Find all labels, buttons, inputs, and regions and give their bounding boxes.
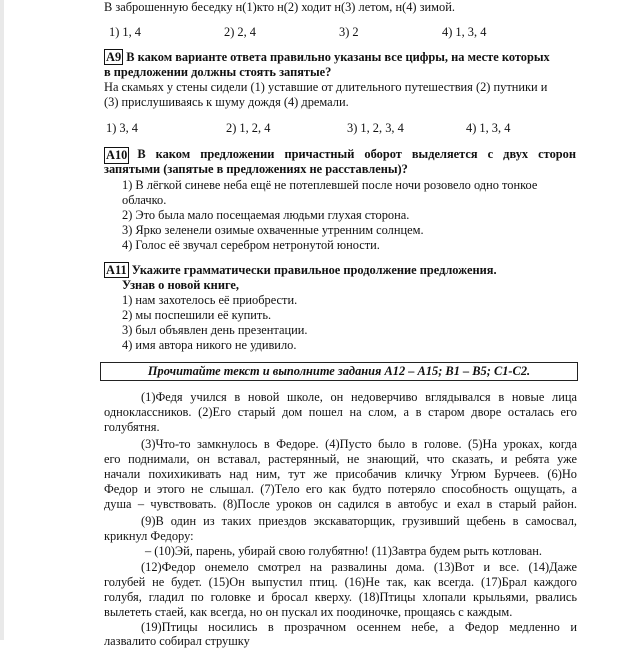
text-line-11: – (10)Эй, парень, убирай свою голубятню! (11)Завтра будем рыть котлован.: [145, 544, 542, 558]
text-line-2: одноклассников. (2)Его старый дом пошел на слом, а в старом дворе осталась его: [104, 405, 577, 419]
a10-option-1b: облачко.: [122, 193, 167, 207]
a9-question-line1: А9 В каком варианте ответа правильно указаны все цифры, на месте которых: [106, 50, 550, 64]
a11-question-line1: А11 Укажите грамматически правильное продолжение предложения.: [106, 263, 497, 277]
a10-question-line1: А10 В каком предложении причастный оборот выделяется с двух сторон: [106, 147, 576, 162]
text-line-7: Федор и этого не слышал. (7)Тело его как будто потеряло способность ощущать, а: [104, 482, 577, 496]
text-line-14: голубя, гладил по головке и бросал кверху. (18)Птицы хлопали крыльями, рвались: [104, 590, 577, 604]
text-line-12: (12)Федор онемело смотрел на развалины дома. (13)Вот и все. (14)Даже: [141, 560, 577, 574]
a10-option-3: 3) Ярко зеленели озимые охваченные утренним солнцем.: [122, 223, 424, 237]
text-line-6: начали похихикивать над ним, тут же присобачив кличку Угрюм Бурчеев. (6)Но: [104, 467, 577, 481]
text-line-3: голубятня.: [104, 420, 160, 434]
a9-option-2: 2) 1, 2, 4: [226, 121, 271, 135]
a11-option-3: 3) был объявлен день презентации.: [122, 323, 308, 337]
a9-number: А9: [106, 50, 122, 64]
a9-option-3: 3) 1, 2, 3, 4: [347, 121, 404, 135]
a10-option-4: 4) Голос её звучал серебром нетронутой юности.: [122, 238, 380, 252]
a11-number: А11: [106, 263, 127, 277]
text-line-16: (19)Птицы носились в прозрачном осеннем небе, а Федор медленно и: [141, 620, 577, 634]
text-line-13: голубей не будет. (15)Он выпустил птиц. (16)Не так, как всегда. (17)Брал каждого: [104, 575, 577, 589]
page-edge-shadow: [0, 0, 4, 640]
a11-option-1: 1) нам захотелось её приобрести.: [122, 293, 298, 307]
a10-question-line2: запятыми (запятые в предложениях не расставлены)?: [104, 162, 408, 176]
text-line-10: крикнул Федору:: [104, 529, 194, 543]
text-line-9: (9)В один из таких приездов экскаваторщик, грузивший щебень в самосвал,: [141, 514, 577, 528]
text-line-15: вылететь стаей, как всегда, но он пускал их поодиночке, прощаясь с каждым.: [104, 605, 513, 619]
a9-sentence-line2: (3) прислушиваясь к шуму дождя (4) дремали.: [104, 95, 349, 109]
a11-option-2: 2) мы поспешили её купить.: [122, 308, 272, 322]
a9-question-line2: в предложении должны стоять запятые?: [104, 65, 332, 79]
option-top-3: 3) 2: [339, 25, 359, 39]
a11-option-4: 4) имя автора никого не удивило.: [122, 338, 297, 352]
option-top-4: 4) 1, 3, 4: [442, 25, 487, 39]
text-line-5: его поднимали, он вставал, растерянный, не знающий, что сказать, и ребята уже: [104, 452, 577, 466]
text-line-1: (1)Федя учился в новой школе, он недоверчиво вглядывался в новые лица: [141, 390, 577, 404]
option-top-1: 1) 1, 4: [109, 25, 142, 39]
a9-option-1: 1) 3, 4: [106, 121, 139, 135]
a9-option-4: 4) 1, 3, 4: [466, 121, 511, 135]
a11-question-line2: Узнав о новой книге,: [122, 278, 240, 292]
a10-option-1a: 1) В лёгкой синеве неба ещё не потеплевшей после ночи розовело одно тонкое: [122, 178, 538, 192]
a9-sentence-line1: На скамьях у стены сидели (1) уставшие от длительного путешествия (2) путники и: [104, 80, 548, 94]
reading-instruction-banner: Прочитайте текст и выполните задания А12 – А15; В1 – В5; С1-С2.: [100, 362, 578, 381]
text-line-17: лазвалито собирал струшку: [104, 634, 250, 648]
text-line-4: (3)Что-то замкнулось в Федоре. (4)Пусто было в голове. (5)На уроках, когда: [141, 437, 577, 451]
a10-number: А10: [106, 148, 128, 162]
sentence-top: В заброшенную беседку н(1)кто н(2) ходит н(3) летом, н(4) зимой.: [104, 0, 455, 14]
text-line-8: душа – чувствовать. (8)После уроков он садился в автобус и ехал в старый район.: [104, 497, 577, 511]
option-top-2: 2) 2, 4: [224, 25, 257, 39]
a10-option-2: 2) Это была мало посещаемая людьми глухая сторона.: [122, 208, 410, 222]
